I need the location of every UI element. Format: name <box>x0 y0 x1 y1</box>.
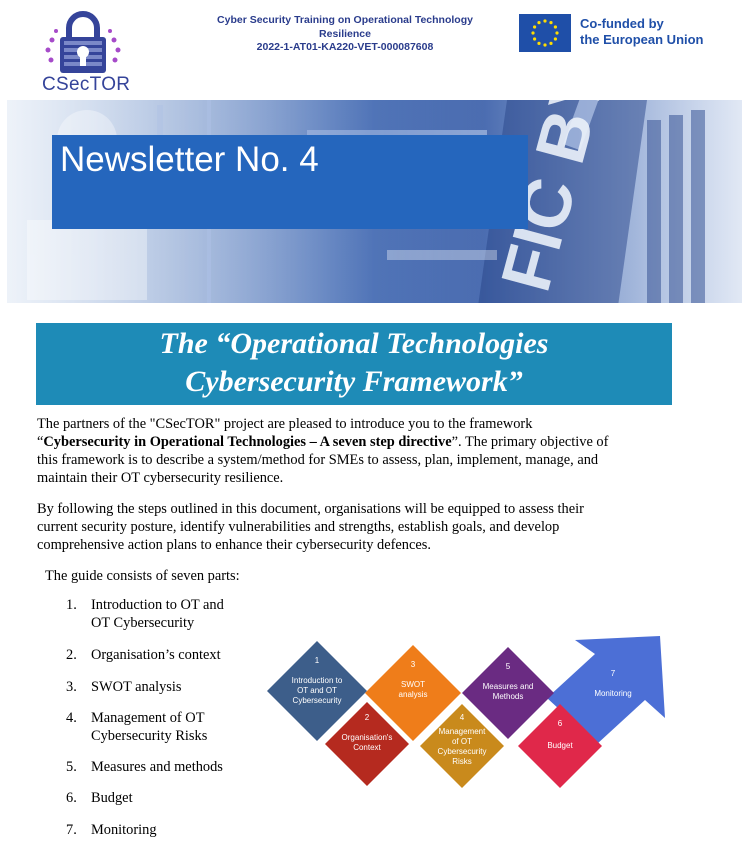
list-text: Budget <box>91 790 133 806</box>
seven-step-diagram <box>265 636 675 796</box>
diagram-step-label: Introduction to <box>291 676 343 685</box>
eu-text-line: Co-funded by <box>580 16 664 31</box>
diagram-step-number: 3 <box>410 660 416 669</box>
diagram-step-label: Monitoring <box>594 689 632 698</box>
list-number: 4. <box>66 710 77 726</box>
diagram-step-label: Measures and <box>482 682 534 691</box>
diagram-step-label: Budget <box>547 741 573 750</box>
list-line: OT Cybersecurity <box>91 615 195 631</box>
project-title-line: Cyber Security Training on Operational Technology <box>217 14 473 26</box>
diagram-step-label: Organisation's <box>341 733 393 742</box>
diagram-step-label: Risks <box>452 757 472 766</box>
list-text <box>91 709 251 745</box>
paragraph-line: The partners of the "CSecTOR" project are pleased to introduce you to the framework <box>37 416 533 432</box>
list-text: Measures and methods <box>91 759 223 775</box>
quote-open: “ <box>37 434 44 450</box>
project-title <box>190 14 500 55</box>
diagram-step-label: analysis <box>398 690 428 699</box>
paragraph-line: By following the steps outlined in this document, organisations will be equipped to assess their <box>37 501 584 517</box>
diagram-step-label: Cybersecurity <box>437 747 487 756</box>
diagram-step-label: of OT <box>451 737 473 746</box>
eu-cofunded-badge <box>519 14 729 54</box>
diagram-step-label: Cybersecurity <box>292 696 342 705</box>
paragraph-line: current security posture, identify vulnerabilities and strengths, establish goals, and develop <box>37 519 560 535</box>
list-line: Cybersecurity Risks <box>91 728 208 744</box>
eu-text-line: the European Union <box>580 32 704 47</box>
logo-wordmark: CSecTOR <box>42 74 131 95</box>
diagram-step-label: Management <box>438 727 486 736</box>
list-line: Introduction to OT and <box>91 597 224 613</box>
paragraph-intro <box>37 415 677 487</box>
project-title-line: Resilience <box>319 27 371 40</box>
eu-flag-icon <box>519 14 571 52</box>
guide-intro: The guide consists of seven parts: <box>45 568 240 584</box>
paragraph-line: maintain their OT cybersecurity resilience. <box>37 470 284 486</box>
list-number: 6. <box>66 790 77 806</box>
diagram-step-number: 1 <box>314 656 320 665</box>
diagram-step-number: 6 <box>557 719 563 728</box>
newsletter-title: Newsletter No. 4 <box>60 140 319 179</box>
list-text <box>91 596 251 632</box>
diagram-step-number: 5 <box>505 662 511 671</box>
section-title-line: The “Operational Technologies <box>159 327 549 360</box>
paragraph-line <box>37 433 677 451</box>
list-number: 7. <box>66 822 77 838</box>
framework-name: Cybersecurity in Operational Technologies – A seven step directive <box>43 434 452 450</box>
list-text: SWOT analysis <box>91 679 182 695</box>
diagram-step-number: 7 <box>610 669 616 678</box>
list-text: Monitoring <box>91 822 157 838</box>
paragraph-steps <box>37 500 677 554</box>
paragraph-line: comprehensive action plans to enhance their cybersecurity defences. <box>37 537 431 553</box>
diagram-step-number: 4 <box>459 713 465 722</box>
list-number: 5. <box>66 759 77 775</box>
list-line: Management of OT <box>91 710 205 726</box>
eu-cofunded-text <box>580 16 704 48</box>
list-text: Organisation’s context <box>91 647 221 663</box>
section-title <box>36 325 672 401</box>
section-title-line: Cybersecurity Framework” <box>185 365 523 398</box>
list-number: 1. <box>66 597 77 613</box>
diagram-step-label: SWOT <box>401 680 425 689</box>
diagram-step-label: OT and OT <box>297 686 337 695</box>
list-number: 2. <box>66 647 77 663</box>
paragraph-line: this framework is to describe a system/method for SMEs to assess, plan, implement, manage, and <box>37 452 599 468</box>
list-number: 3. <box>66 679 77 695</box>
diagram-step-number: 2 <box>364 713 370 722</box>
project-code: 2022-1-AT01-KA220-VET-000087608 <box>256 41 434 53</box>
diagram-step-label: Methods <box>492 692 524 701</box>
paragraph-text: ”. The primary objective of <box>451 434 609 450</box>
diagram-step-label: Context <box>353 743 381 752</box>
